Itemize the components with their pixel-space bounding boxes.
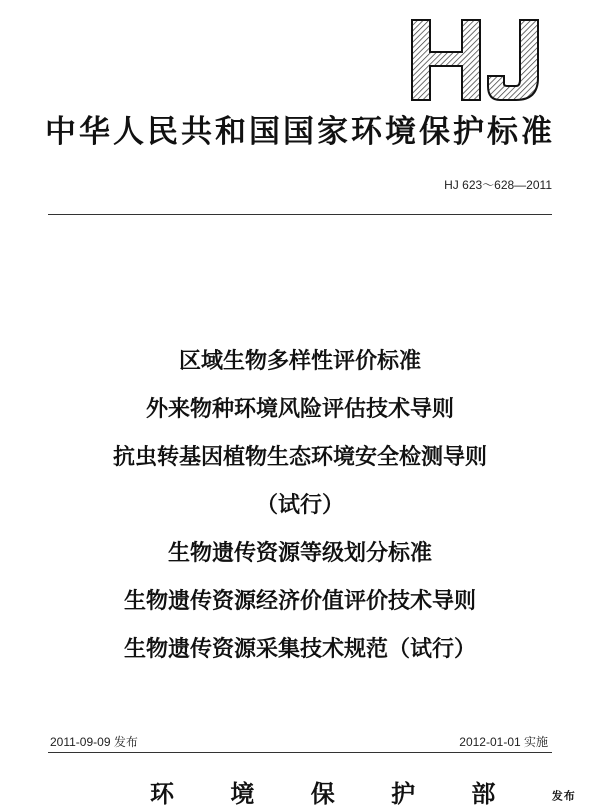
- issue-date: 2011-09-09 发布: [50, 735, 138, 749]
- publisher-suffix: 发布: [551, 789, 576, 803]
- title-line-2: 外来物种环境风险评估技术导则: [145, 397, 454, 422]
- title-line-5: 生物遗传资源等级划分标准: [167, 541, 432, 566]
- hj-logo-graphic: [408, 18, 548, 102]
- title-line-7: 生物遗传资源采集技术规范（试行）: [123, 637, 476, 662]
- publisher-name: 环 境 保 护 部: [150, 779, 520, 808]
- title-line-4: （试行）: [255, 493, 344, 518]
- title-line-1: 区域生物多样性评价标准: [178, 349, 421, 374]
- organization-title: 中华人民共和国国家环境保护标准: [45, 114, 555, 150]
- hj-logo: [408, 18, 548, 102]
- standard-number: HJ 623～628—2011: [444, 178, 552, 192]
- publisher: [150, 774, 576, 809]
- top-divider: [48, 214, 552, 215]
- title-line-6: 生物遗传资源经济价值评价技术导则: [123, 589, 476, 614]
- bottom-divider: [48, 752, 552, 753]
- implementation-date: 2012-01-01 实施: [459, 735, 548, 749]
- title-line-3: 抗虫转基因植物生态环境安全检测导则: [112, 445, 487, 470]
- standard-titles: [0, 338, 600, 674]
